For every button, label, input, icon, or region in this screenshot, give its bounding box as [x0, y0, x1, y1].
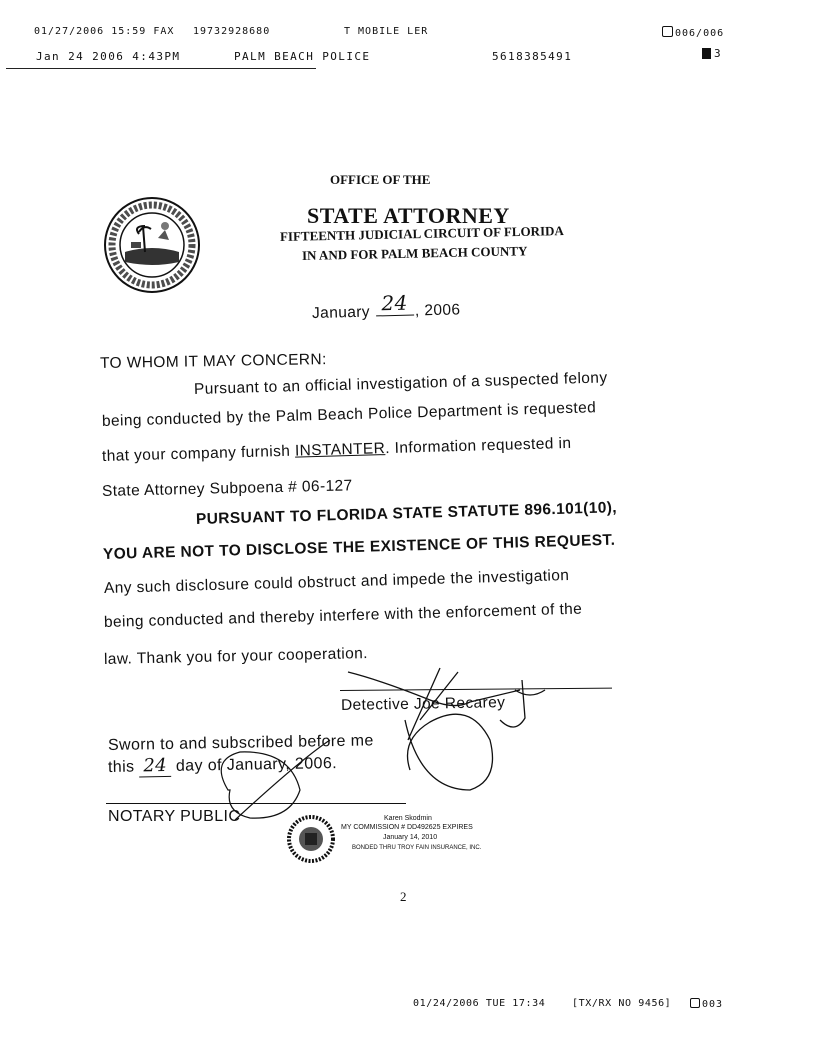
- signature-line: [340, 688, 612, 691]
- stamp-notary-name: Karen Skodmin: [384, 815, 432, 822]
- fax-sender-name: PALM BEACH POLICE: [234, 50, 371, 63]
- paragraph-2-line-2: YOU ARE NOT TO DISCLOSE THE EXISTENCE OF THIS REQUEST.: [102, 531, 616, 563]
- fax-header-rule: [6, 68, 316, 69]
- letter-date: January 24 , 2006: [311, 290, 461, 322]
- date-day-handwritten: 24: [375, 291, 414, 317]
- fax-sender-number: 5618385491: [492, 50, 573, 63]
- paragraph-2-line-1: PURSUANT TO FLORIDA STATE STATUTE 896.101(10),: [195, 499, 618, 528]
- paragraph-2-line-4: being conducted and thereby interfere with the enforcement of the: [103, 600, 583, 631]
- notary-seal-icon: [287, 815, 337, 863]
- fax-sender-date: Jan 24 2006 4:43PM: [36, 50, 181, 63]
- paragraph-1-line-2: being conducted by the Palm Beach Police Department is requested: [101, 399, 597, 430]
- fax-header-page: 006/006: [662, 26, 724, 39]
- paragraph-1-line-1: Pursuant to an official investigation of a suspected felony: [193, 369, 608, 398]
- subpoena-reference: State Attorney Subpoena # 06-127: [101, 477, 353, 500]
- stamp-expiration: January 14, 2010: [383, 834, 438, 841]
- sworn-statement-line-2: this 24 day of January, 2006.: [107, 754, 338, 777]
- fax-header-sender: T MOBILE LER: [344, 26, 429, 37]
- page-number: 2: [400, 889, 407, 904]
- fax-header-timestamp: 01/27/2006 15:59 FAX: [34, 26, 175, 37]
- sworn-day-handwritten: 24: [139, 755, 171, 778]
- sworn-statement-line-1: Sworn to and subscribed before me: [107, 732, 374, 754]
- signer-name: Detective Joe Recarey: [340, 694, 506, 714]
- fax-footer-txrx: [TX/RX NO 9456]: [572, 998, 672, 1009]
- fax-page-marker-icon: [702, 48, 711, 59]
- fax-header-number: 19732928680: [193, 26, 271, 37]
- instanter-emphasis: INSTANTER: [294, 440, 386, 460]
- fax-footer-page: 003: [690, 998, 723, 1010]
- letterhead-county: IN AND FOR PALM BEACH COUNTY: [301, 243, 528, 263]
- notary-label: NOTARY PUBLIC: [108, 808, 241, 825]
- fax-footer-timestamp: 01/24/2006 TUE 17:34: [413, 998, 546, 1009]
- stamp-bonded: BONDED THRU TROY FAIN INSURANCE, INC.: [352, 845, 482, 851]
- notary-seal: [287, 815, 337, 863]
- paragraph-1-line-3: that your company furnish INSTANTER. Information requested in: [101, 434, 572, 465]
- florida-seal: [103, 196, 201, 294]
- letterhead-title: STATE ATTORNEY: [307, 203, 510, 228]
- stamp-commission: MY COMMISSION # DD492625 EXPIRES: [341, 824, 473, 831]
- fax-footer-page-icon: [690, 998, 700, 1008]
- florida-seal-icon: [103, 196, 201, 294]
- paragraph-2-line-3: Any such disclosure could obstruct and impede the investigation: [103, 567, 570, 597]
- fax-sender-page: 3: [702, 47, 722, 60]
- salutation: TO WHOM IT MAY CONCERN:: [99, 351, 327, 372]
- notary-signature-line: [106, 803, 406, 804]
- fax-page-icon: [662, 26, 673, 37]
- paragraph-2-line-5: law. Thank you for your cooperation.: [103, 645, 369, 668]
- letterhead-circuit: FIFTEENTH JUDICIAL CIRCUIT OF FLORIDA: [279, 223, 564, 244]
- letterhead-office: OFFICE OF THE: [330, 172, 431, 187]
